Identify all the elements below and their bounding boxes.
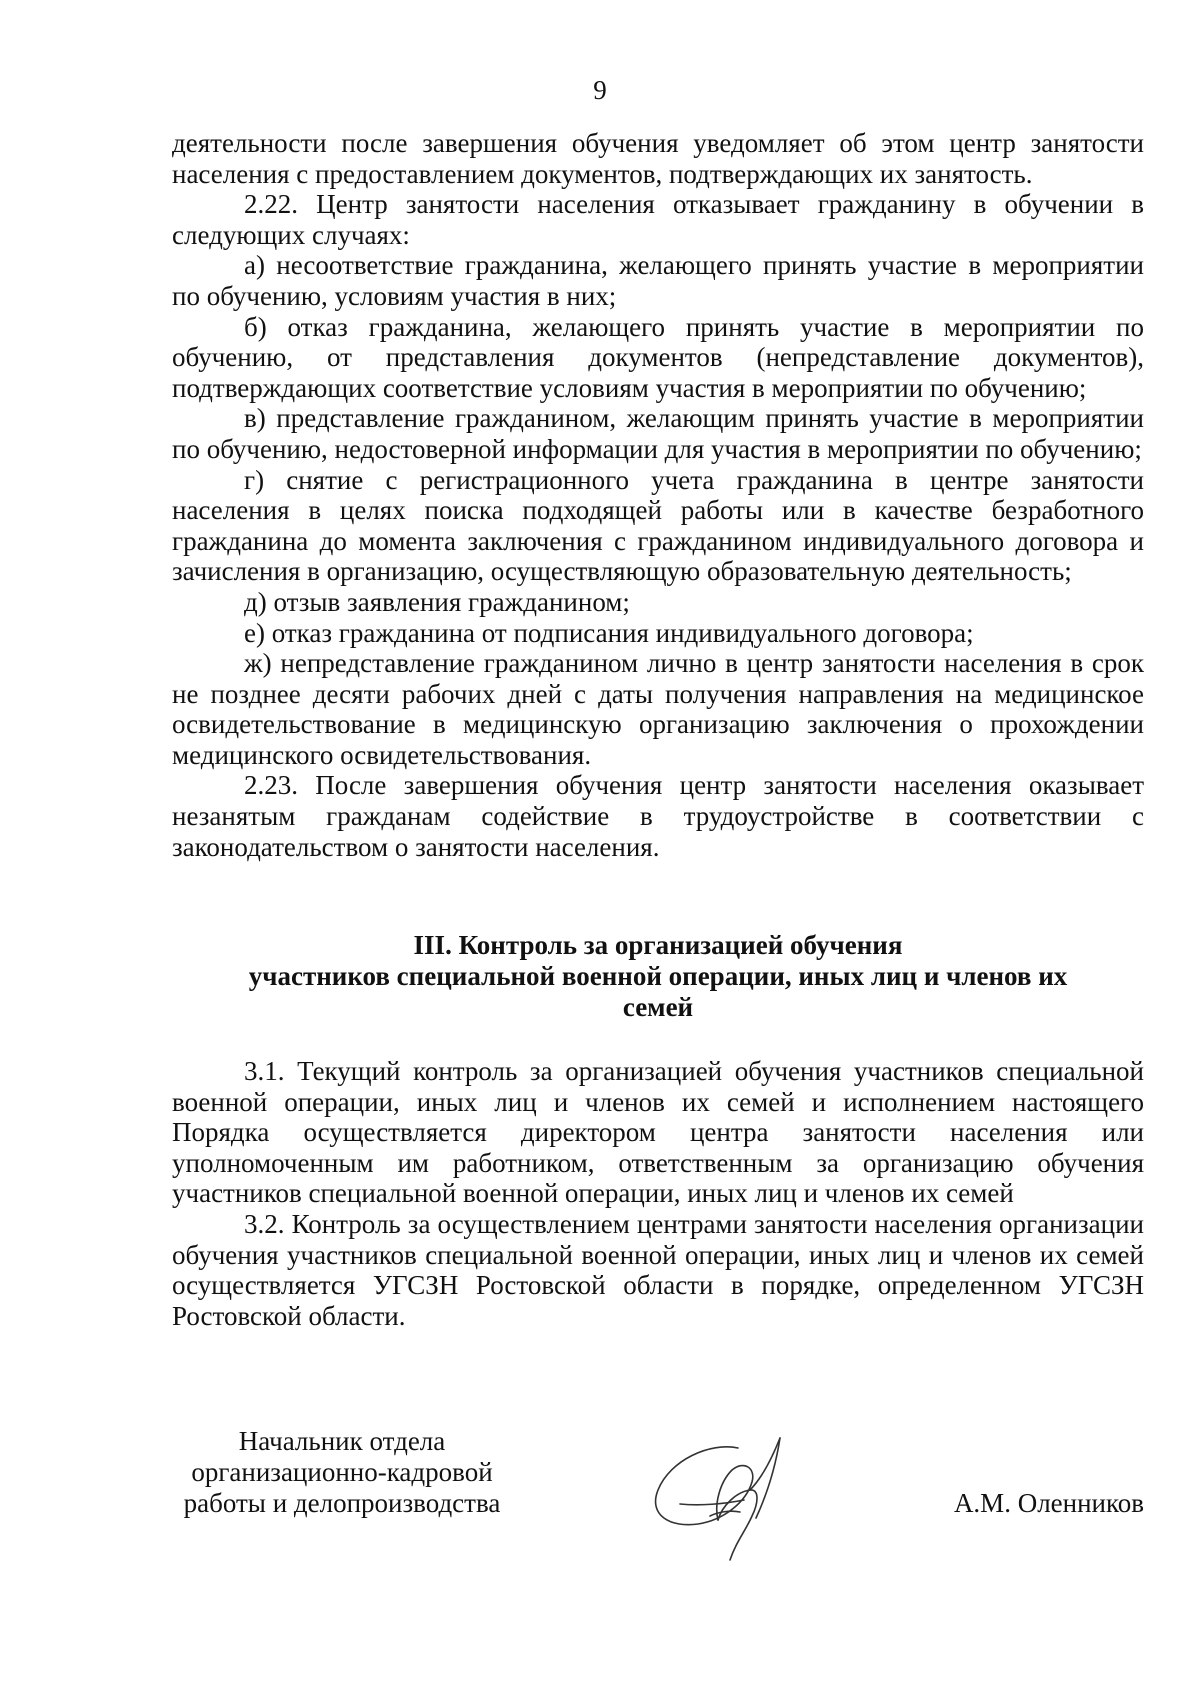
section-3-heading-line-2: участников специальной военной операции, иных лиц и членов их — [248, 961, 1068, 991]
signer-position-line-3: работы и делопроизводства — [183, 1488, 501, 1518]
handwritten-signature-icon — [640, 1420, 820, 1570]
section-3-body — [172, 1056, 1144, 1331]
section-2-body — [172, 128, 1144, 862]
clause-2-22-item-e: е) отказ гражданина от подписания индивидуального договора; — [244, 617, 974, 648]
section-3-heading — [172, 930, 1144, 1023]
clause-2-22-item-b: б) отказ гражданина, желающего принять участие в мероприятии по обучению, от представления документов (непредставление документов), подтверждающих соответствие условиям участия в мероприятии по обучению; — [172, 311, 1144, 403]
clause-3-1: 3.1. Текущий контроль за организацией обучения участников специальной военной операции, иных лиц и членов их семей и исполнением настоящего Порядка осуществляется директором центра занятости населения или уполномоченным им работником, ответственным за организацию обучения участников специальной военной операции, иных лиц и членов их семей — [172, 1056, 1144, 1209]
signer-position-line-1: Начальник отдела — [238, 1426, 446, 1456]
clause-2-22-item-zh: ж) непредставление гражданином лично в центр занятости населения в срок не позднее десяти рабочих дней с даты получения направления на медицинское освидетельствование в медицинскую организацию заключения о прохождении медицинского освидетельствования. — [172, 648, 1144, 770]
clause-2-23: 2.23. После завершения обучения центр занятости населения оказывает незанятым гражданам содействие в трудоустройстве в соответствии с законодательством о занятости населения. — [172, 770, 1144, 862]
clause-2-22-item-a: а) несоответствие гражданина, желающего принять участие в мероприятии по обучению, условиям участия в них; — [172, 250, 1144, 311]
clause-2-22-intro: 2.22. Центр занятости населения отказывает гражданину в обучении в следующих случаях: — [172, 189, 1144, 250]
clause-2-22-item-v: в) представление гражданином, желающим принять участие в мероприятии по обучению, недостоверной информации для участия в мероприятии по обучению; — [172, 403, 1144, 464]
clause-2-22-item-g: г) снятие с регистрационного учета гражданина в центре занятости населения в целях поиска подходящей работы или в качестве безработного гражданина до момента заключения с гражданином индивидуального договора и зачисления в организацию, осуществляющую образовательную деятельность; — [172, 464, 1144, 587]
section-3-heading-line-3: семей — [622, 992, 694, 1022]
signer-position-line-2: организационно-кадровой — [191, 1457, 493, 1487]
section-3-heading-line-1: III. Контроль за организацией обучения — [413, 930, 903, 960]
continuation-paragraph: деятельности после завершения обучения уведомляет об этом центр занятости населения с предоставлением документов, подтверждающих их занятость. — [172, 128, 1144, 189]
clause-2-22-item-d: д) отзыв заявления гражданином; — [244, 586, 630, 617]
clause-3-2: 3.2. Контроль за осуществлением центрами занятости населения организации обучения участников специальной военной операции, иных лиц и членов их семей осуществляется УГСЗН Ростовской области в порядке, определенном УГСЗН Ростовской области. — [172, 1208, 1144, 1331]
page-number: 9 — [593, 75, 607, 105]
signer-position — [172, 1426, 512, 1519]
signer-name: А.М. Оленников — [953, 1488, 1144, 1518]
